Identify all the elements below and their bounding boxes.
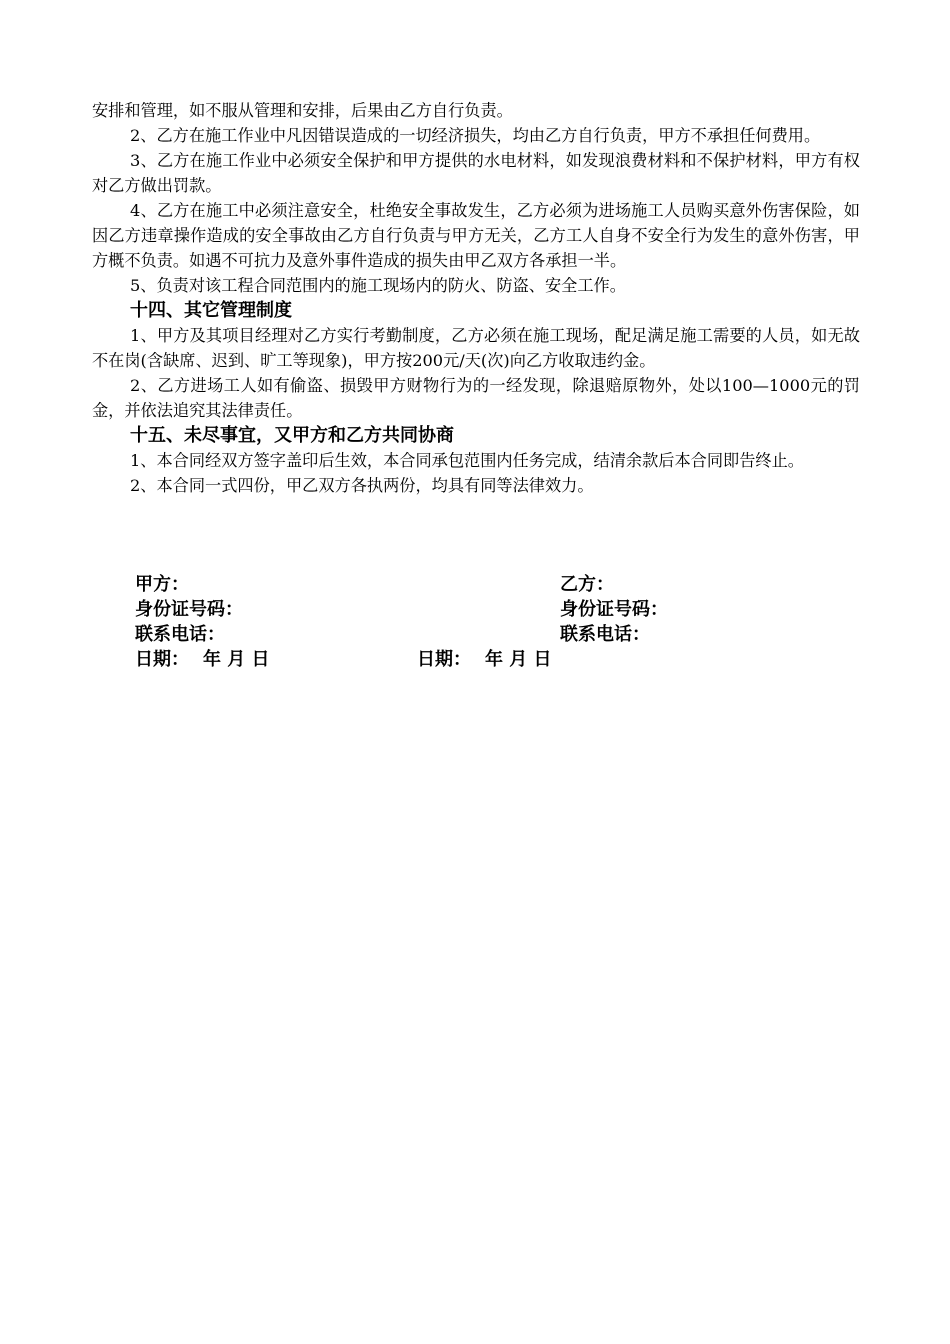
party-a-date-value: 年 月 日 <box>203 649 270 670</box>
signature-phone-row <box>135 622 835 647</box>
section-14-heading: 十四、其它管理制度 <box>130 300 292 321</box>
signature-block <box>135 572 835 672</box>
party-b-date-label: 日期： <box>417 649 471 670</box>
party-a-id-label: 身份证号码： <box>135 599 243 620</box>
signature-id-row <box>135 597 835 622</box>
party-b-id-label: 身份证号码： <box>560 599 668 620</box>
party-a-date-label: 日期： <box>135 649 189 670</box>
clause-continuation: 安排和管理，如不服从管理和安排，后果由乙方自行负责。 <box>92 101 513 120</box>
section-15-heading: 十五、未尽事宜，又甲方和乙方共同协商 <box>130 425 454 446</box>
clause-5: 5、负责对该工程合同范围内的施工现场内的防火、防盗、安全工作。 <box>130 276 626 295</box>
party-a-label: 甲方： <box>135 574 189 595</box>
clause-2: 2、乙方在施工作业中凡因错误造成的一切经济损失，均由乙方自行负责，甲方不承担任何费用。 <box>130 126 821 145</box>
party-a-date <box>135 647 270 672</box>
contract-page <box>92 98 860 498</box>
party-a-phone-label: 联系电话： <box>135 624 225 645</box>
section-15-item-1: 1、本合同经双方签字盖印后生效，本合同承包范围内任务完成，结清余款后本合同即告终止。 <box>130 451 804 470</box>
clause-3: 3、乙方在施工作业中必须安全保护和甲方提供的水电材料，如发现浪费材料和不保护材料，甲方有权对乙方做出罚款。 <box>92 151 860 195</box>
section-14-item-1: 1、甲方及其项目经理对乙方实行考勤制度，乙方必须在施工现场，配足满足施工需要的人员，如无故不在岗(含缺席、迟到、旷工等现象)，甲方按200元/天(次)向乙方收取违约金。 <box>92 326 860 370</box>
section-15-item-2: 2、本合同一式四份，甲乙双方各执两份，均具有同等法律效力。 <box>130 476 594 495</box>
clause-4: 4、乙方在施工中必须注意安全，杜绝安全事故发生，乙方必须为进场施工人员购买意外伤害保险，如因乙方违章操作造成的安全事故由乙方自行负责与甲方无关，乙方工人自身不安全行为发生的意外伤害，甲方概不负责。如遇不可抗力及意外事件造成的损失由甲乙双方各承担一半。 <box>92 201 860 270</box>
signature-party-row <box>135 572 835 597</box>
party-b-date-value: 年 月 日 <box>485 649 552 670</box>
party-b-date <box>417 647 552 672</box>
party-b-label: 乙方： <box>560 574 614 595</box>
party-b-phone-label: 联系电话： <box>560 624 650 645</box>
section-14-item-2: 2、乙方进场工人如有偷盗、损毁甲方财物行为的一经发现，除退赔原物外，处以100—1000元的罚金，并依法追究其法律责任。 <box>92 376 860 420</box>
signature-date-row <box>135 647 835 672</box>
